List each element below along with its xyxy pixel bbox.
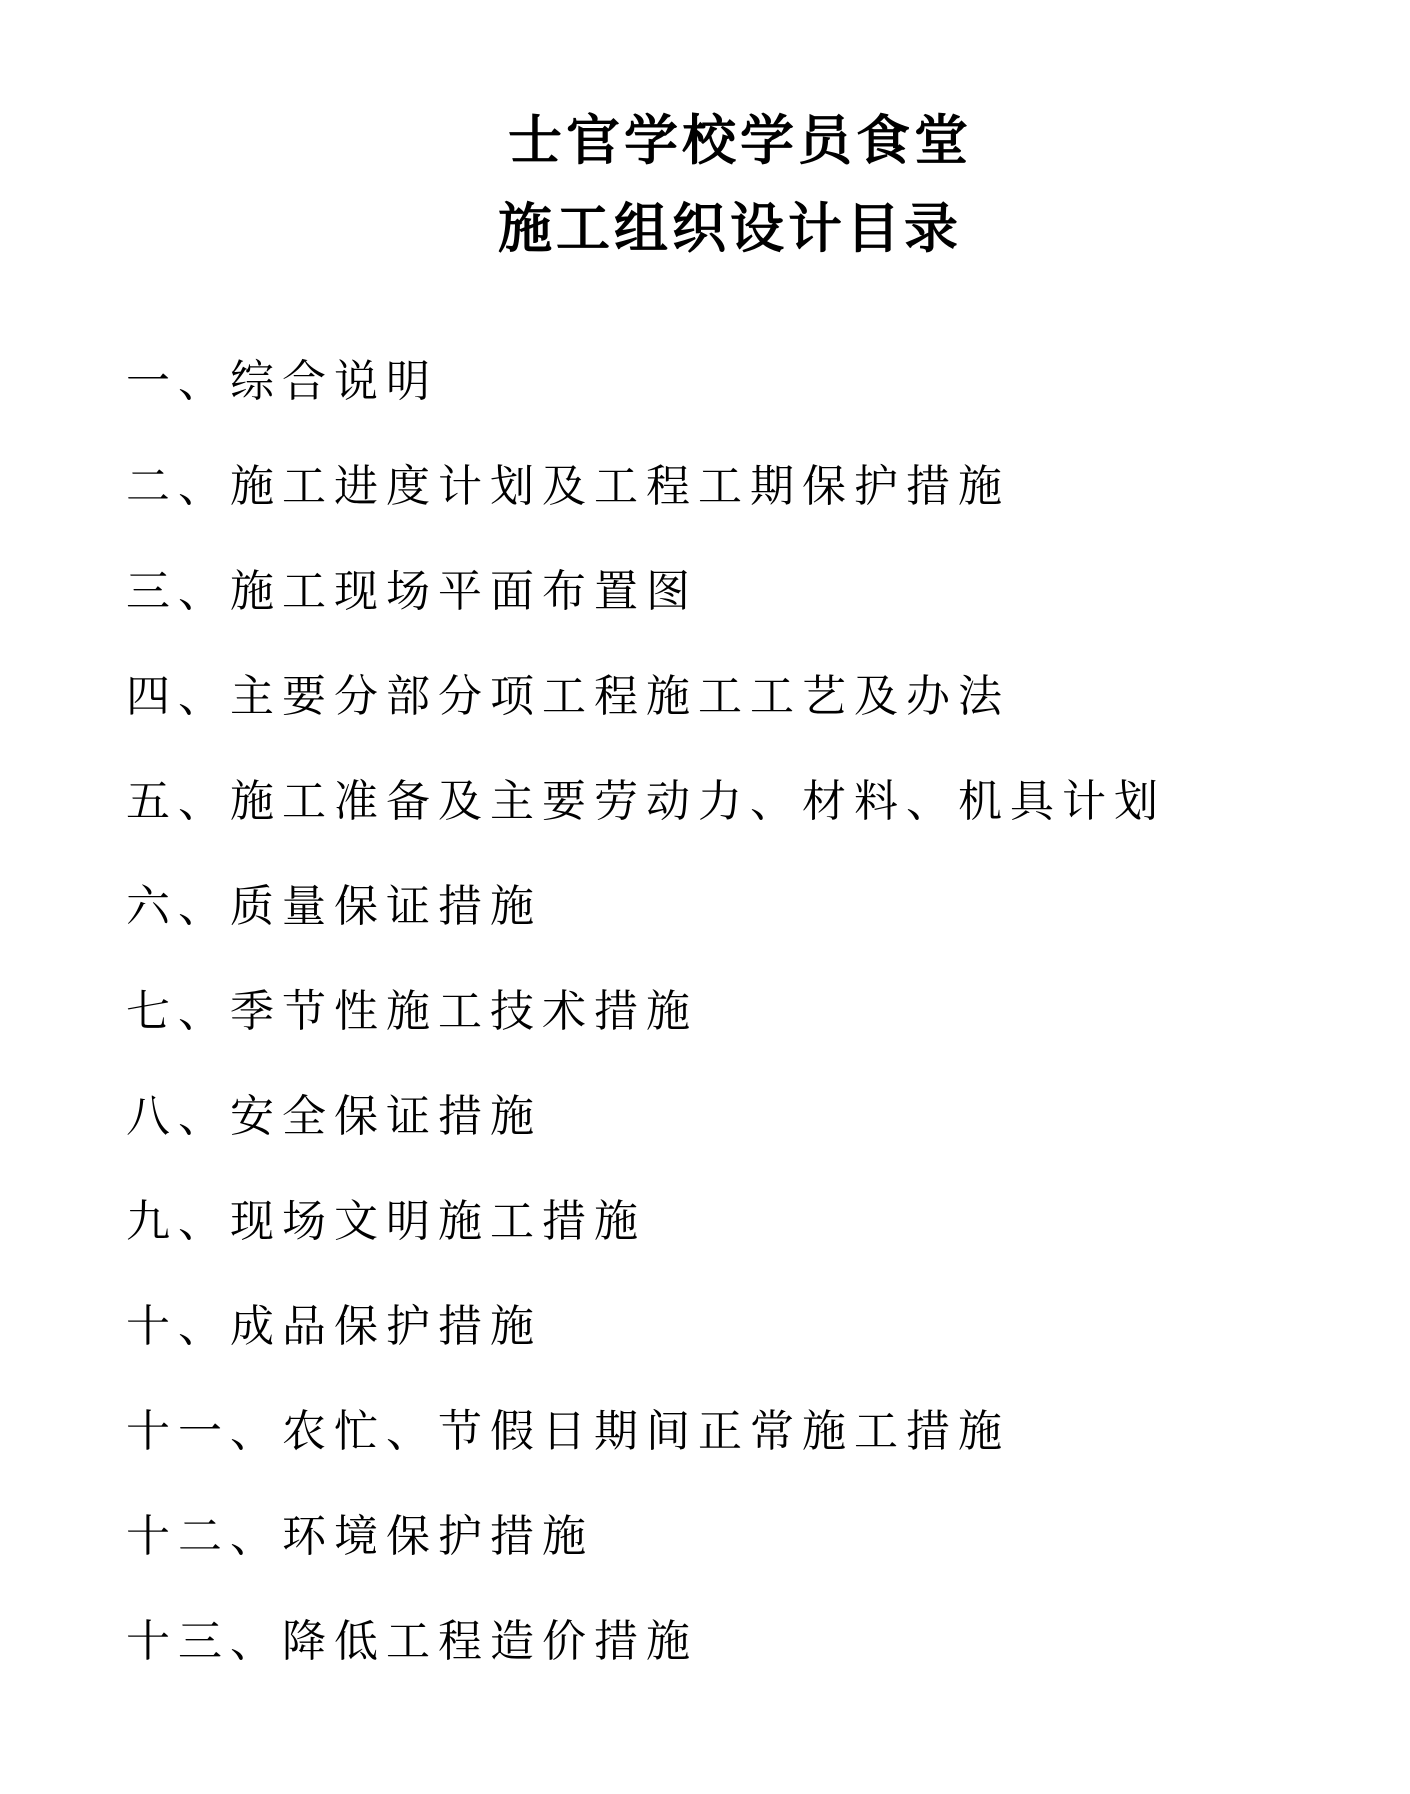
toc-item-2: 二、施工进度计划及工程工期保护措施: [126, 461, 1010, 512]
toc-item-7: 七、季节性施工技术措施: [126, 986, 698, 1037]
toc-item-6: 六、质量保证措施: [126, 881, 542, 932]
toc-item-13: 十三、降低工程造价措施: [126, 1616, 698, 1667]
toc-item-3: 三、施工现场平面布置图: [126, 566, 698, 617]
document-title: 士官学校学员食堂: [508, 108, 972, 172]
table-of-contents: [126, 354, 1326, 1719]
toc-item-10: 十、成品保护措施: [126, 1301, 542, 1352]
toc-item-4: 四、主要分部分项工程施工工艺及办法: [126, 671, 1010, 722]
toc-item-8: 八、安全保证措施: [126, 1091, 542, 1142]
toc-item-12: 十二、环境保护措施: [126, 1511, 594, 1562]
toc-item-11: 十一、农忙、节假日期间正常施工措施: [126, 1406, 1010, 1457]
toc-item-1: 一、综合说明: [126, 356, 438, 407]
document-subtitle: 施工组织设计目录: [498, 196, 962, 260]
toc-item-5: 五、施工准备及主要劳动力、材料、机具计划: [126, 776, 1166, 827]
toc-item-9: 九、现场文明施工措施: [126, 1196, 646, 1247]
